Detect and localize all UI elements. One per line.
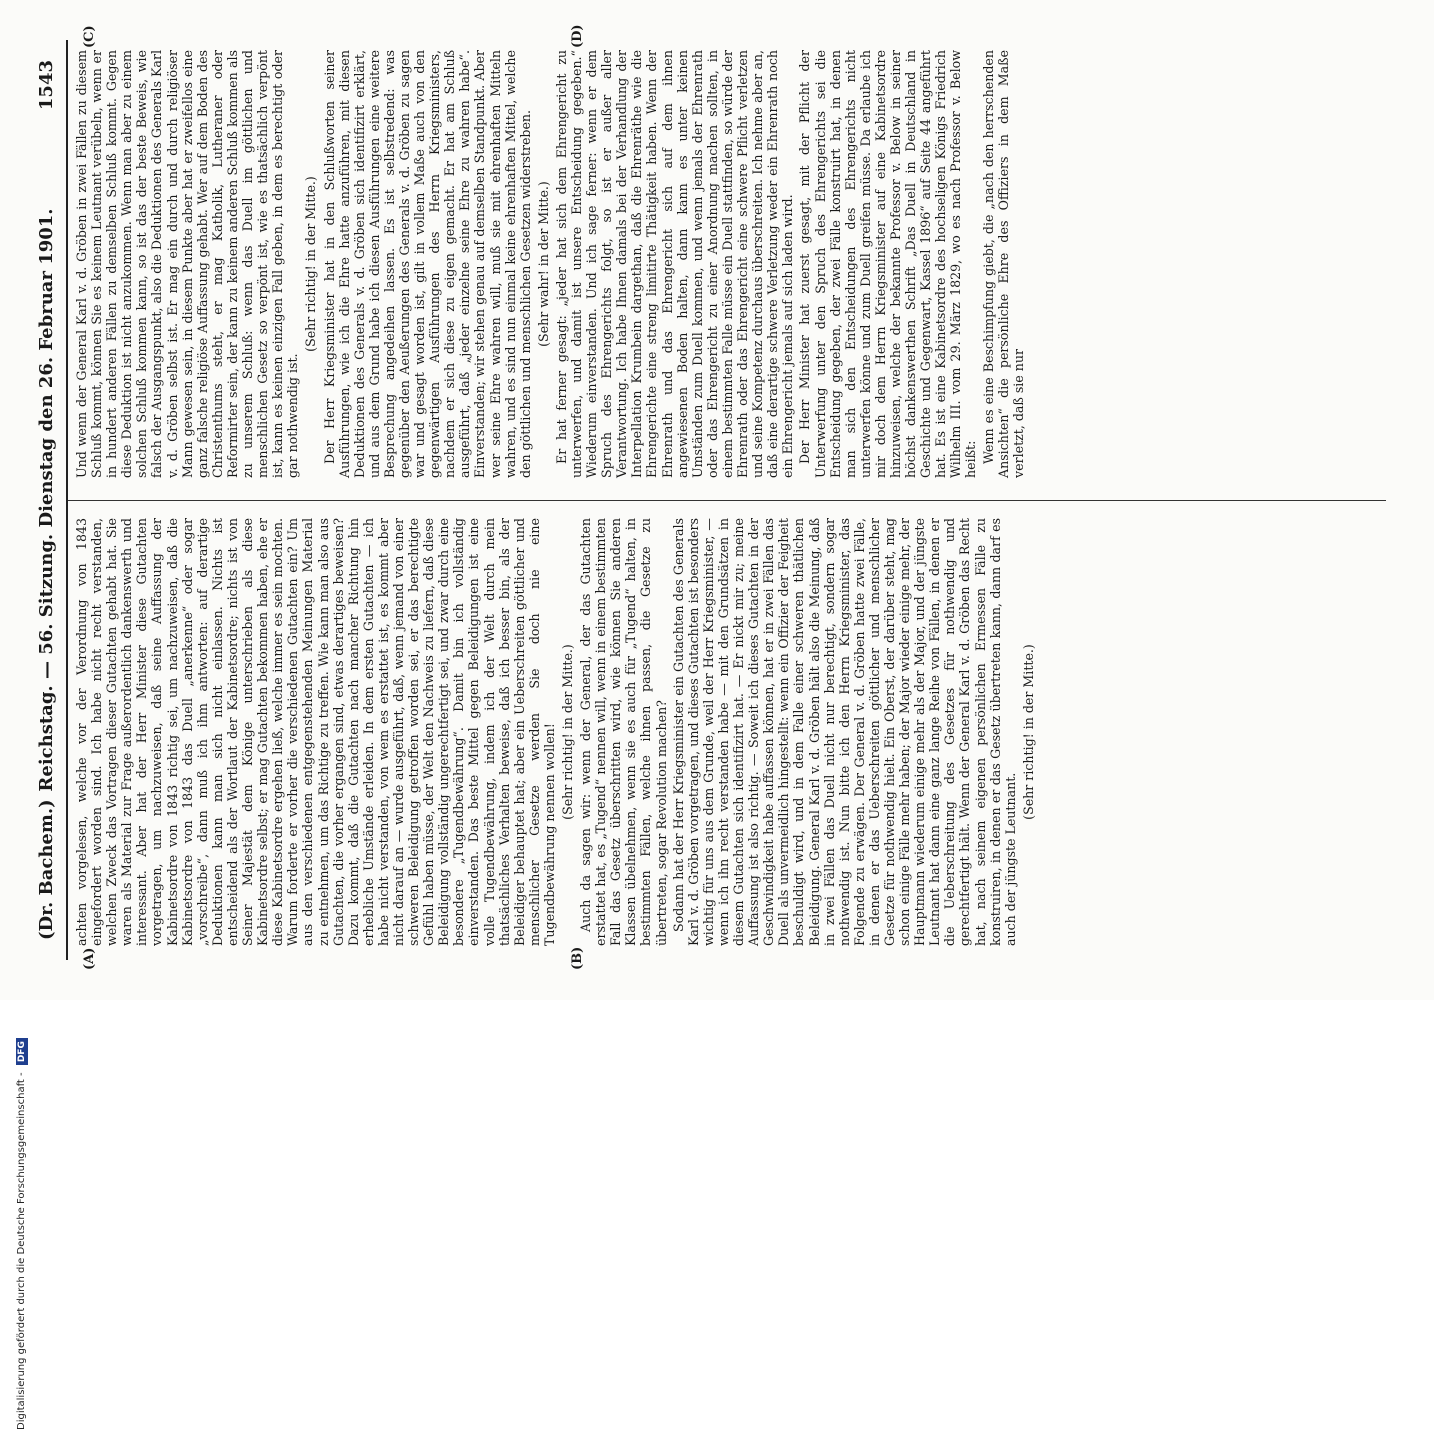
column-divider <box>68 500 1386 501</box>
paragraph: Er hat ferner gesagt: „jeder hat sich dem Ehrengericht zu unterwerfen, und damit ist unsere Entscheidung gegeben.“ Wiederum einverstanden. Und ich sage ferner: wenn er dem Spruch des Ehrengerichts folgt, so ist er außer aller Verantwortung. Ich habe Ihnen damals bei der Verhandlung der Interpellation Krumbein dargethan, daß die Ehrenräthe wie die Ehrengerichte eine streng limitirte Thätigkeit haben. Wenn der Ehrenrath und das Ehrengericht sich auf dem ihnen angewiesenen Boden halten, dann kann es unter keinen Umständen zum Duell kommen, und wenn jemals der Ehrenrath oder das Ehrengericht zu einer Anordnung machen sollten, in einem bestimmten Falle müsse ein Duell stattfinden, so würde der Ehrenrath oder das Ehrengericht eine schwere Pflicht verletzen und seine Kompetenz durchaus überschreiten. Ich nehme aber an, daß eine derartige schwere Verletzung weder ein Ehrenrath noch ein Ehrengericht jemals auf sich laden wird. <box>553 50 796 478</box>
interjection: (Sehr richtig! in der Mitte.) <box>560 644 575 820</box>
digitization-note <box>16 1038 28 1430</box>
running-title: Reichstag. — 56. Sitzung. Dienstag den 26. Februar 1901. <box>36 208 57 792</box>
paragraph: Auch da sagen wir: wenn der General, der das Gutachten erstattet hat, es „Tugend“ nennen will, wenn in einem bestimmten Fall das Gesetz überschritten wird, wie können Sie anderen Klassen übelnehmen, wenn sie es auch für „Tugend“ halten, in bestimmten Fällen, welche ihnen passen, die Gesetze zu übertreten, sogar Revolution machen? <box>578 518 669 946</box>
paragraph: achten vorgelesen, welche vor der Verordnung von 1843 eingefordert worden sind. Ich habe nicht recht verstanden, welchen Zweck das Vortragen dieser Gutachten gehabt hat. Sie waren als Material zur Frage außerordentlich dankenswerth und interessant. Aber hat der Herr Minister diese Gutachten vorgetragen, um nachzuweisen, daß seine Auffassung der Kabinetsordre von 1843 richtig sei, um nachzuweisen, daß die Kabinetsordre von 1843 das Duell „anerkenne“ oder sogar „vorschreibe“, dann muß ich ihm antworten: auf derartige Deduktionen kann man sich nicht einlassen. Nichts ist entscheidend als der Wortlaut der Kabinetsordre; nichts ist von Seiner Majestät dem Könige unterschrieben als diese Kabinetsordre selbst; er mag Gutachten bekommen haben, ehe er diese Kabinetsordre ergehen ließ, welche immer es sein mochten. Warum forderte er vorher die verschiedenen Gutachten ein? Um aus den verschiedenen entgegenstehenden Meinungen Material zu entnehmen, um das Richtige zu treffen. Wie kann man also aus Gutachten, die vorher ergangen sind, etwas derartiges beweisen? Dazu kommt, daß die Gutachten nach mancher Richtung hin erhebliche Umstände erleiden. In dem ersten Gutachten — ich habe nicht verstanden, von wem es erstattet ist, es kommt aber nicht darauf an — wurde ausgeführt, daß, wenn jemand von einer schweren Beleidigung getroffen worden sei, er das berechtigte Gefühl haben müsse, der Welt den Nachweis zu liefern, daß diese Beleidigung vollständig ungerechtfertigt sei, und zwar durch eine besondere „Tugendbewährung“. Damit bin ich vollständig einverstanden. Das beste Mittel gegen Beleidigungen ist eine volle Tugendbewährung, indem ich der Welt durch mein thatsächliches Verhalten beweise, daß ich besser bin, als der Beleidiger behauptet hat; aber ein Ueberschreiten göttlicher und menschlicher Gesetze werden Sie doch nie eine Tugendbewährung nennen wollen! <box>74 518 557 946</box>
paragraph: Und wenn der General Karl v. d. Gröben in zwei Fällen zu diesem Schluß kommt, können Sie es keinem Leutnant verübeln, wenn er in hundert anderen Fällen zu demselben Schluß kommt. Gegen diese Deduktion ist nicht anzukommen. Wenn man aber zu einem solchen Schluß kommen kann, so ist das der beste Beweis, wie falsch der Ausgangspunkt, also die Deduktionen des Generals Karl v. d. Gröben selbst ist. Er mag ein durch und durch religiöser Mann gewesen sein, in diesem Punkte aber hat er zweifellos eine ganz falsche religiöse Auffassung gehabt. Wer auf dem Boden des Christenthums steht, er mag Katholik, Lutheraner oder Reformirter sein, der kann zu keinem anderen Schluß kommen als zu unserem Schluß: wenn das Duell im göttlichen und menschlichen Gesetz so verpönt ist, wie es thatsächlich verpönt ist, kann es keinen einzigen Fall geben, in dem es berechtigt oder gar nothwendig ist. <box>74 50 301 478</box>
dfg-logo: DFG <box>16 1038 28 1065</box>
paragraph: Sodann hat der Herr Kriegsminister ein Gutachten des Generals Karl v. d. Gröben vorgetragen, und dieses Gutachten ist besonders wichtig für uns aus dem Grunde, weil der Herr Kriegsminister, — wenn ich ihn recht verstanden habe — mit den Grundsätzen in diesem Gutachten sich identifizirt hat. — Er nickt mir zu; meine Auffassung ist also richtig. — Soweit ich dieses Gutachten in der Geschwindigkeit habe auffassen können, hat er in zwei Fällen das Duell als unvermeidlich hingestellt: wenn ein Offizier der Feigheit beschuldigt wird, und in dem Falle einer schweren thätlichen Beleidigung. General Karl v. d. Gröben hält also die Meinung, daß in zwei Fällen das Duell nicht nur berechtigt, sondern sogar nothwendig ist. Nun bitte ich den Herrn Kriegsminister, das Folgende zu erwägen. Der General v. d. Gröben hatte zwei Fälle, in denen er das Ueberschreiten göttlicher und menschlicher Gesetze für nothwendig hielt. Ein Oberst, der darüber steht, mag schon einige Fälle mehr haben; der Major wieder einige mehr, der Hauptmann wiederum einige mehr als der Major, und der jüngste Leutnant hat dann eine ganz lange Reihe von Fällen, in denen er die Ueberschreitung des Gesetzes für nothwendig und gerechtfertigt hält. Wenn der General Karl v. d. Gröben das Recht hat, nach seinem eigenen persönlichen Ermessen Fälle zu konstruiren, in denen er das Gesetz übertreten kann, dann darf es auch der jüngste Leutnant. <box>670 518 1018 946</box>
page-header <box>30 40 64 960</box>
right-column <box>74 50 1028 478</box>
margin-marker-a: (A) <box>82 947 97 970</box>
left-column <box>74 518 1039 946</box>
margin-marker-c: (C) <box>82 25 97 48</box>
paragraph: Der Herr Kriegsminister hat in den Schlußworten seiner Ausführungen, wie ich die Ehre hatte anzuführen, mit diesen Deduktionen des Generals v. d. Gröben sich identifizirt erklärt, und aus dem Grund habe ich diesen Ausführungen eine weitere Besprechung angedeihen lassen. Es ist selbstredend: was gegenüber den Aeußerungen des Generals v. d. Gröben zu sagen war und gesagt worden ist, gilt in vollem Maße auch von den gegenwärtigen Ausführungen des Herrn Kriegsministers, nachdem er sich diese zu eigen gemacht. Er hat am Schluß ausgeführt, daß „jeder einzelne seine Ehre zu wahren habe“. Einverstanden; wir stehen genau auf demselben Standpunkt. Aber wer seine Ehre wahren will, muß sie mit ehrenhaften Mitteln wahren, und es sind nun einmal keine ehrenhaften Mittel, welche den göttlichen und menschlichen Gesetzen widerstreben. <box>321 50 533 478</box>
page-number: 1543 <box>36 60 57 111</box>
paragraph: Der Herr Minister hat zuerst gesagt, mit der Pflicht der Unterwerfung unter den Spruch des Ehrengerichts sei die Entscheidung gegeben, der zwei Fälle konstruirt hat, in denen man sich den Entscheidungen des Ehrengerichts nicht unterwerfen könne und zum Duell greifen müsse. Da erlaube ich mir doch dem Herrn Kriegsminister auf eine Kabinetsordre hinzuweisen, welche der bekannte Professor v. Below in seiner höchst dankenswerthen Schrift „Das Duell in Deutschland in Geschichte und Gegenwart, Kassel 1896“ auf Seite 44 angeführt hat. Es ist eine Kabinetsordre des hochseligen Königs Friedrich Wilhelm III. vom 29. März 1829, wo es nach Professor v. Below heißt: <box>797 50 979 478</box>
interjection: (Sehr richtig! in der Mitte.) <box>1020 644 1036 820</box>
interjection: (Sehr wahr! in der Mitte.) <box>535 181 551 347</box>
interjection: (Sehr richtig! in der Mitte.) <box>303 176 319 352</box>
digitization-text: Digitalisierung gefördert durch die Deutsche Forschungsgemeinschaft - <box>16 1072 27 1430</box>
margin-marker-b: (B) <box>570 946 585 970</box>
speaker-label: (Dr. Bachem.) <box>36 799 57 940</box>
margin-marker-d: (D) <box>570 24 585 48</box>
quotation: Wenn es eine Beschimpfung giebt, die „nach den herrschenden Ansichten“ die persönliche Ehre des Offiziers in dem Maße verletzt, daß sie nur <box>980 50 1026 478</box>
